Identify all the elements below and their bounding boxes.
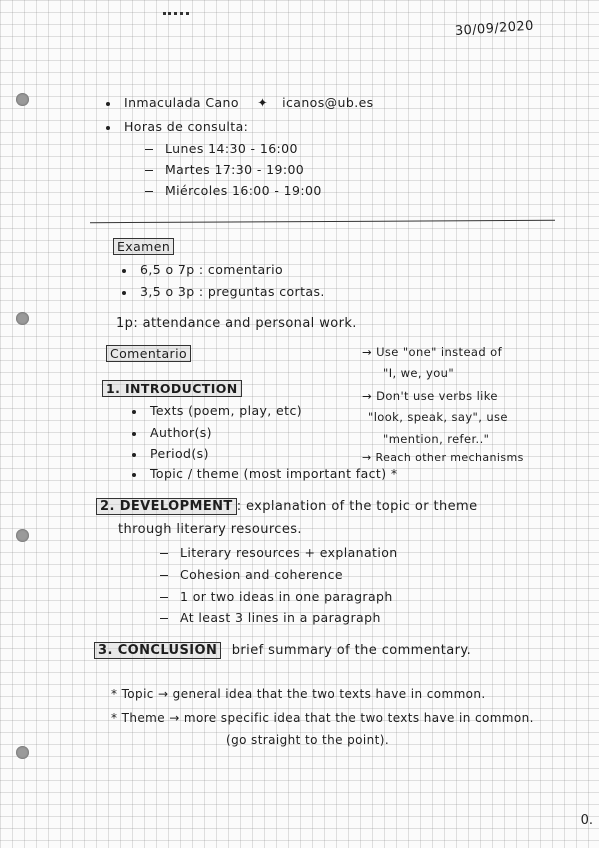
development-item: Literary resources + explanation: [160, 545, 398, 560]
development-line: through literary resources.: [118, 522, 302, 537]
intro-heading: 1. INTRODUCTION: [102, 381, 242, 396]
binder-hole: [16, 93, 29, 106]
comentario-heading: Comentario: [106, 346, 191, 361]
side-note: "look, speak, say", use: [368, 410, 508, 424]
conclusion-line: 3. CONCLUSION brief summary of the commentary.: [94, 643, 471, 658]
divider-line: [90, 220, 555, 223]
top-marks: [163, 12, 189, 18]
note-aside: (go straight to the point).: [226, 733, 390, 747]
development-item: 1 or two ideas in one paragraph: [160, 589, 393, 604]
intro-item: Topic / theme (most important fact) *: [132, 466, 398, 481]
schedule-item: Martes 17:30 - 19:00: [145, 162, 304, 177]
participation-note: 1p: attendance and personal work.: [116, 316, 357, 331]
intro-item: Author(s): [132, 425, 212, 440]
teacher-email: icanos@ub.es: [282, 95, 374, 110]
development-heading: 2. DEVELOPMENT: [96, 498, 237, 515]
hours-label: Horas de consulta:: [106, 119, 248, 134]
development-item: Cohesion and coherence: [160, 567, 343, 582]
note-theme: * Theme → more specific idea that the two texts have in common.: [111, 711, 534, 725]
exam-heading: Examen: [113, 239, 174, 254]
date: 30/09/2020: [454, 18, 535, 39]
corner-mark: 0.: [580, 813, 593, 828]
note-topic: * Topic → general idea that the two texts have in common.: [111, 687, 486, 701]
intro-item: Period(s): [132, 446, 209, 461]
side-note: "mention, refer..": [383, 432, 490, 446]
binder-hole: [16, 746, 29, 759]
binder-hole: [16, 312, 29, 325]
exam-item: 6,5 o 7p : comentario: [122, 262, 283, 277]
schedule-item: Miércoles 16:00 - 19:00: [145, 183, 322, 198]
side-note: → Don't use verbs like: [362, 389, 498, 403]
side-note: "I, we, you": [383, 366, 455, 380]
schedule-item: Lunes 14:30 - 16:00: [145, 141, 298, 156]
side-note: → Reach other mechanisms: [362, 451, 524, 464]
side-note: → Use "one" instead of: [362, 345, 503, 359]
binder-hole: [16, 529, 29, 542]
contact-line: Inmaculada Cano ✦ icanos@ub.es: [106, 95, 374, 110]
intro-item: Texts (poem, play, etc): [132, 403, 302, 418]
development-item: At least 3 lines in a paragraph: [160, 610, 381, 625]
development-line: 2. DEVELOPMENT : explanation of the topic or theme: [96, 499, 477, 514]
exam-item: 3,5 o 3p : preguntas cortas.: [122, 284, 325, 299]
teacher-name: Inmaculada Cano: [124, 95, 239, 110]
conclusion-heading: 3. CONCLUSION: [94, 642, 221, 659]
